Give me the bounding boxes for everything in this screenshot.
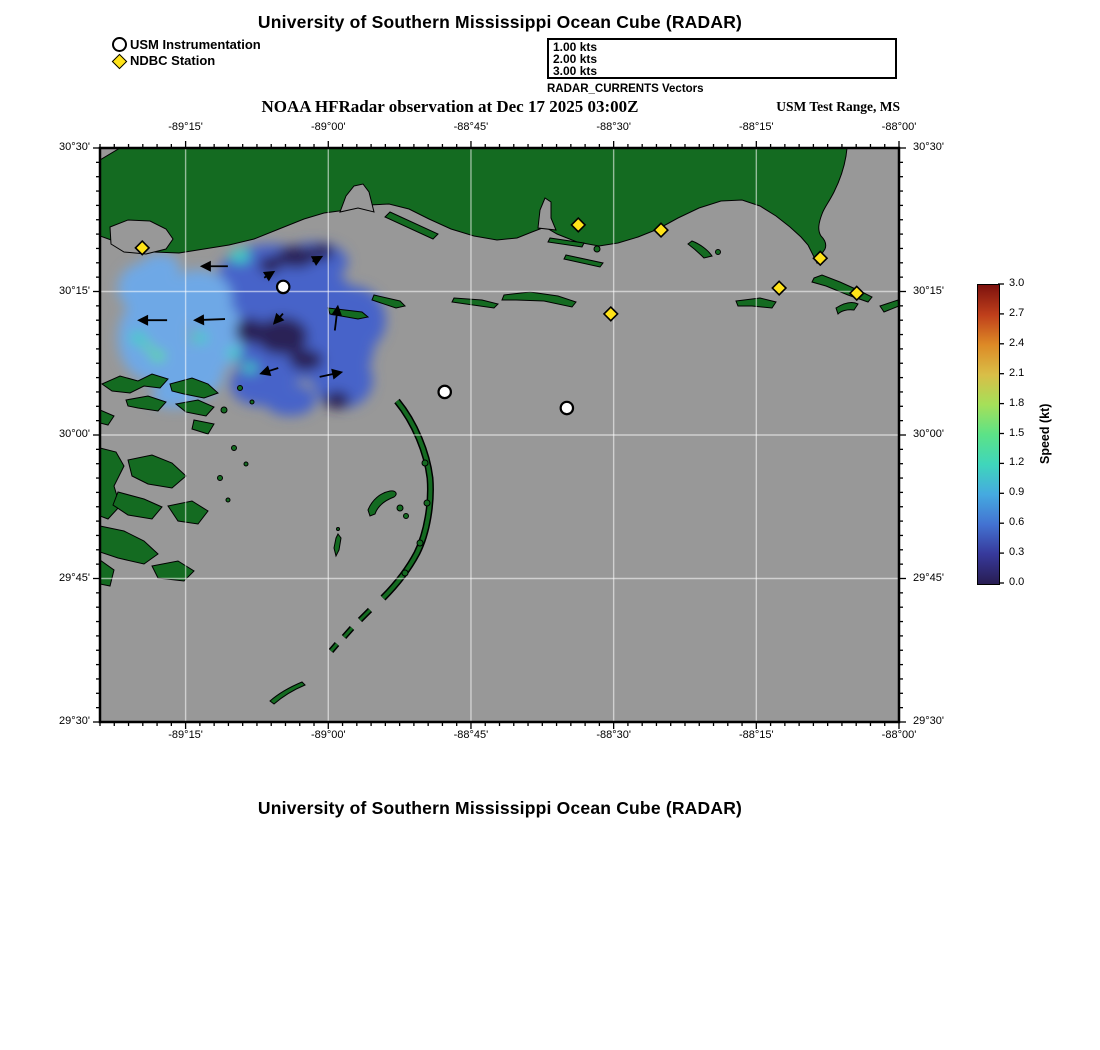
x-axis-tick-label-top: -89°00' — [310, 121, 346, 133]
x-axis-tick-label-bottom: -88°30' — [596, 729, 631, 741]
legend-marker-2 — [114, 56, 125, 67]
y-axis-tick-label-left: 29°45' — [59, 571, 90, 584]
y-axis-tick-label-left: 29°30' — [59, 715, 90, 727]
colorbar-tick-label: 1.5 — [1009, 426, 1025, 439]
colorbar-tick-label: 0.9 — [1009, 486, 1025, 499]
y-axis-tick-label-left: 30°30' — [59, 141, 90, 153]
speed-shading — [118, 242, 386, 416]
bottom-title: University of Southern Mississippi Ocean Cube (RADAR) — [257, 798, 743, 818]
usm-station-marker — [561, 402, 573, 414]
colorbar-tick-label: 1.2 — [1009, 456, 1025, 469]
y-axis-tick-label-left: 30°15' — [59, 284, 90, 297]
x-axis-tick-label-bottom: -89°00' — [310, 729, 346, 741]
usm-instrumentation-icon — [112, 37, 127, 52]
colorbar-tick-label: 0.0 — [1009, 576, 1025, 588]
colorbar — [977, 284, 1000, 585]
legend — [112, 37, 127, 52]
observation-subtitle: NOAA HFRadar observation at Dec 17 2025 03:00Z — [261, 97, 639, 116]
page-title: University of Southern Mississippi Ocean Cube (RADAR) — [257, 12, 743, 32]
x-axis-tick-label-bottom: -89°15' — [168, 729, 203, 741]
x-axis-tick-label-top: -88°00' — [881, 121, 917, 133]
y-axis-tick-label-right: 29°45' — [913, 571, 944, 584]
y-axis-tick-label-right: 30°30' — [913, 141, 944, 153]
vector-scale-box — [547, 38, 897, 79]
test-range-label: USM Test Range, MS — [776, 99, 900, 114]
scale-1kt-label: 1.00 kts — [553, 40, 598, 54]
y-axis-tick-label-right: 29°30' — [913, 715, 944, 727]
scale-3kt-label: 3.00 kts — [553, 64, 598, 78]
colorbar-tick-label: 1.8 — [1009, 396, 1025, 409]
ndbc-station-icon — [112, 54, 128, 70]
x-axis-tick-label-bottom: -88°45' — [453, 729, 489, 741]
vector-scale-caption: RADAR_CURRENTS Vectors — [547, 83, 704, 95]
legend-usm-label: USM Instrumentation — [130, 37, 261, 52]
current-vector-shaft — [201, 319, 225, 320]
colorbar-tick-label: 2.4 — [1009, 336, 1025, 349]
x-axis-tick-label-top: -88°45' — [453, 121, 489, 133]
colorbar-tick-label: 3.0 — [1009, 277, 1025, 289]
colorbar-tick-label: 0.6 — [1009, 516, 1025, 529]
x-axis-tick-label-bottom: -88°15' — [738, 729, 774, 741]
colorbar-tick-label: 2.7 — [1009, 306, 1025, 319]
y-axis-tick-label-left: 30°00' — [59, 428, 90, 440]
y-axis-tick-label-right: 30°15' — [913, 284, 944, 297]
x-axis-tick-label-bottom: -88°00' — [881, 729, 917, 741]
x-axis-tick-label-top: -88°15' — [738, 121, 774, 133]
colorbar-tick-label: 2.1 — [1009, 366, 1025, 379]
usm-station-marker — [277, 281, 289, 293]
x-axis-tick-label-top: -89°15' — [168, 121, 203, 133]
usm-station-marker — [439, 386, 451, 398]
scale-2kt-label: 2.00 kts — [553, 52, 598, 66]
y-axis-tick-label-right: 30°00' — [913, 428, 944, 440]
x-axis-tick-label-top: -88°30' — [596, 121, 631, 133]
colorbar-title: Speed (kt) — [1038, 403, 1052, 465]
colorbar-tick-label: 0.3 — [1009, 546, 1025, 559]
legend-ndbc-label: NDBC Station — [130, 53, 216, 68]
